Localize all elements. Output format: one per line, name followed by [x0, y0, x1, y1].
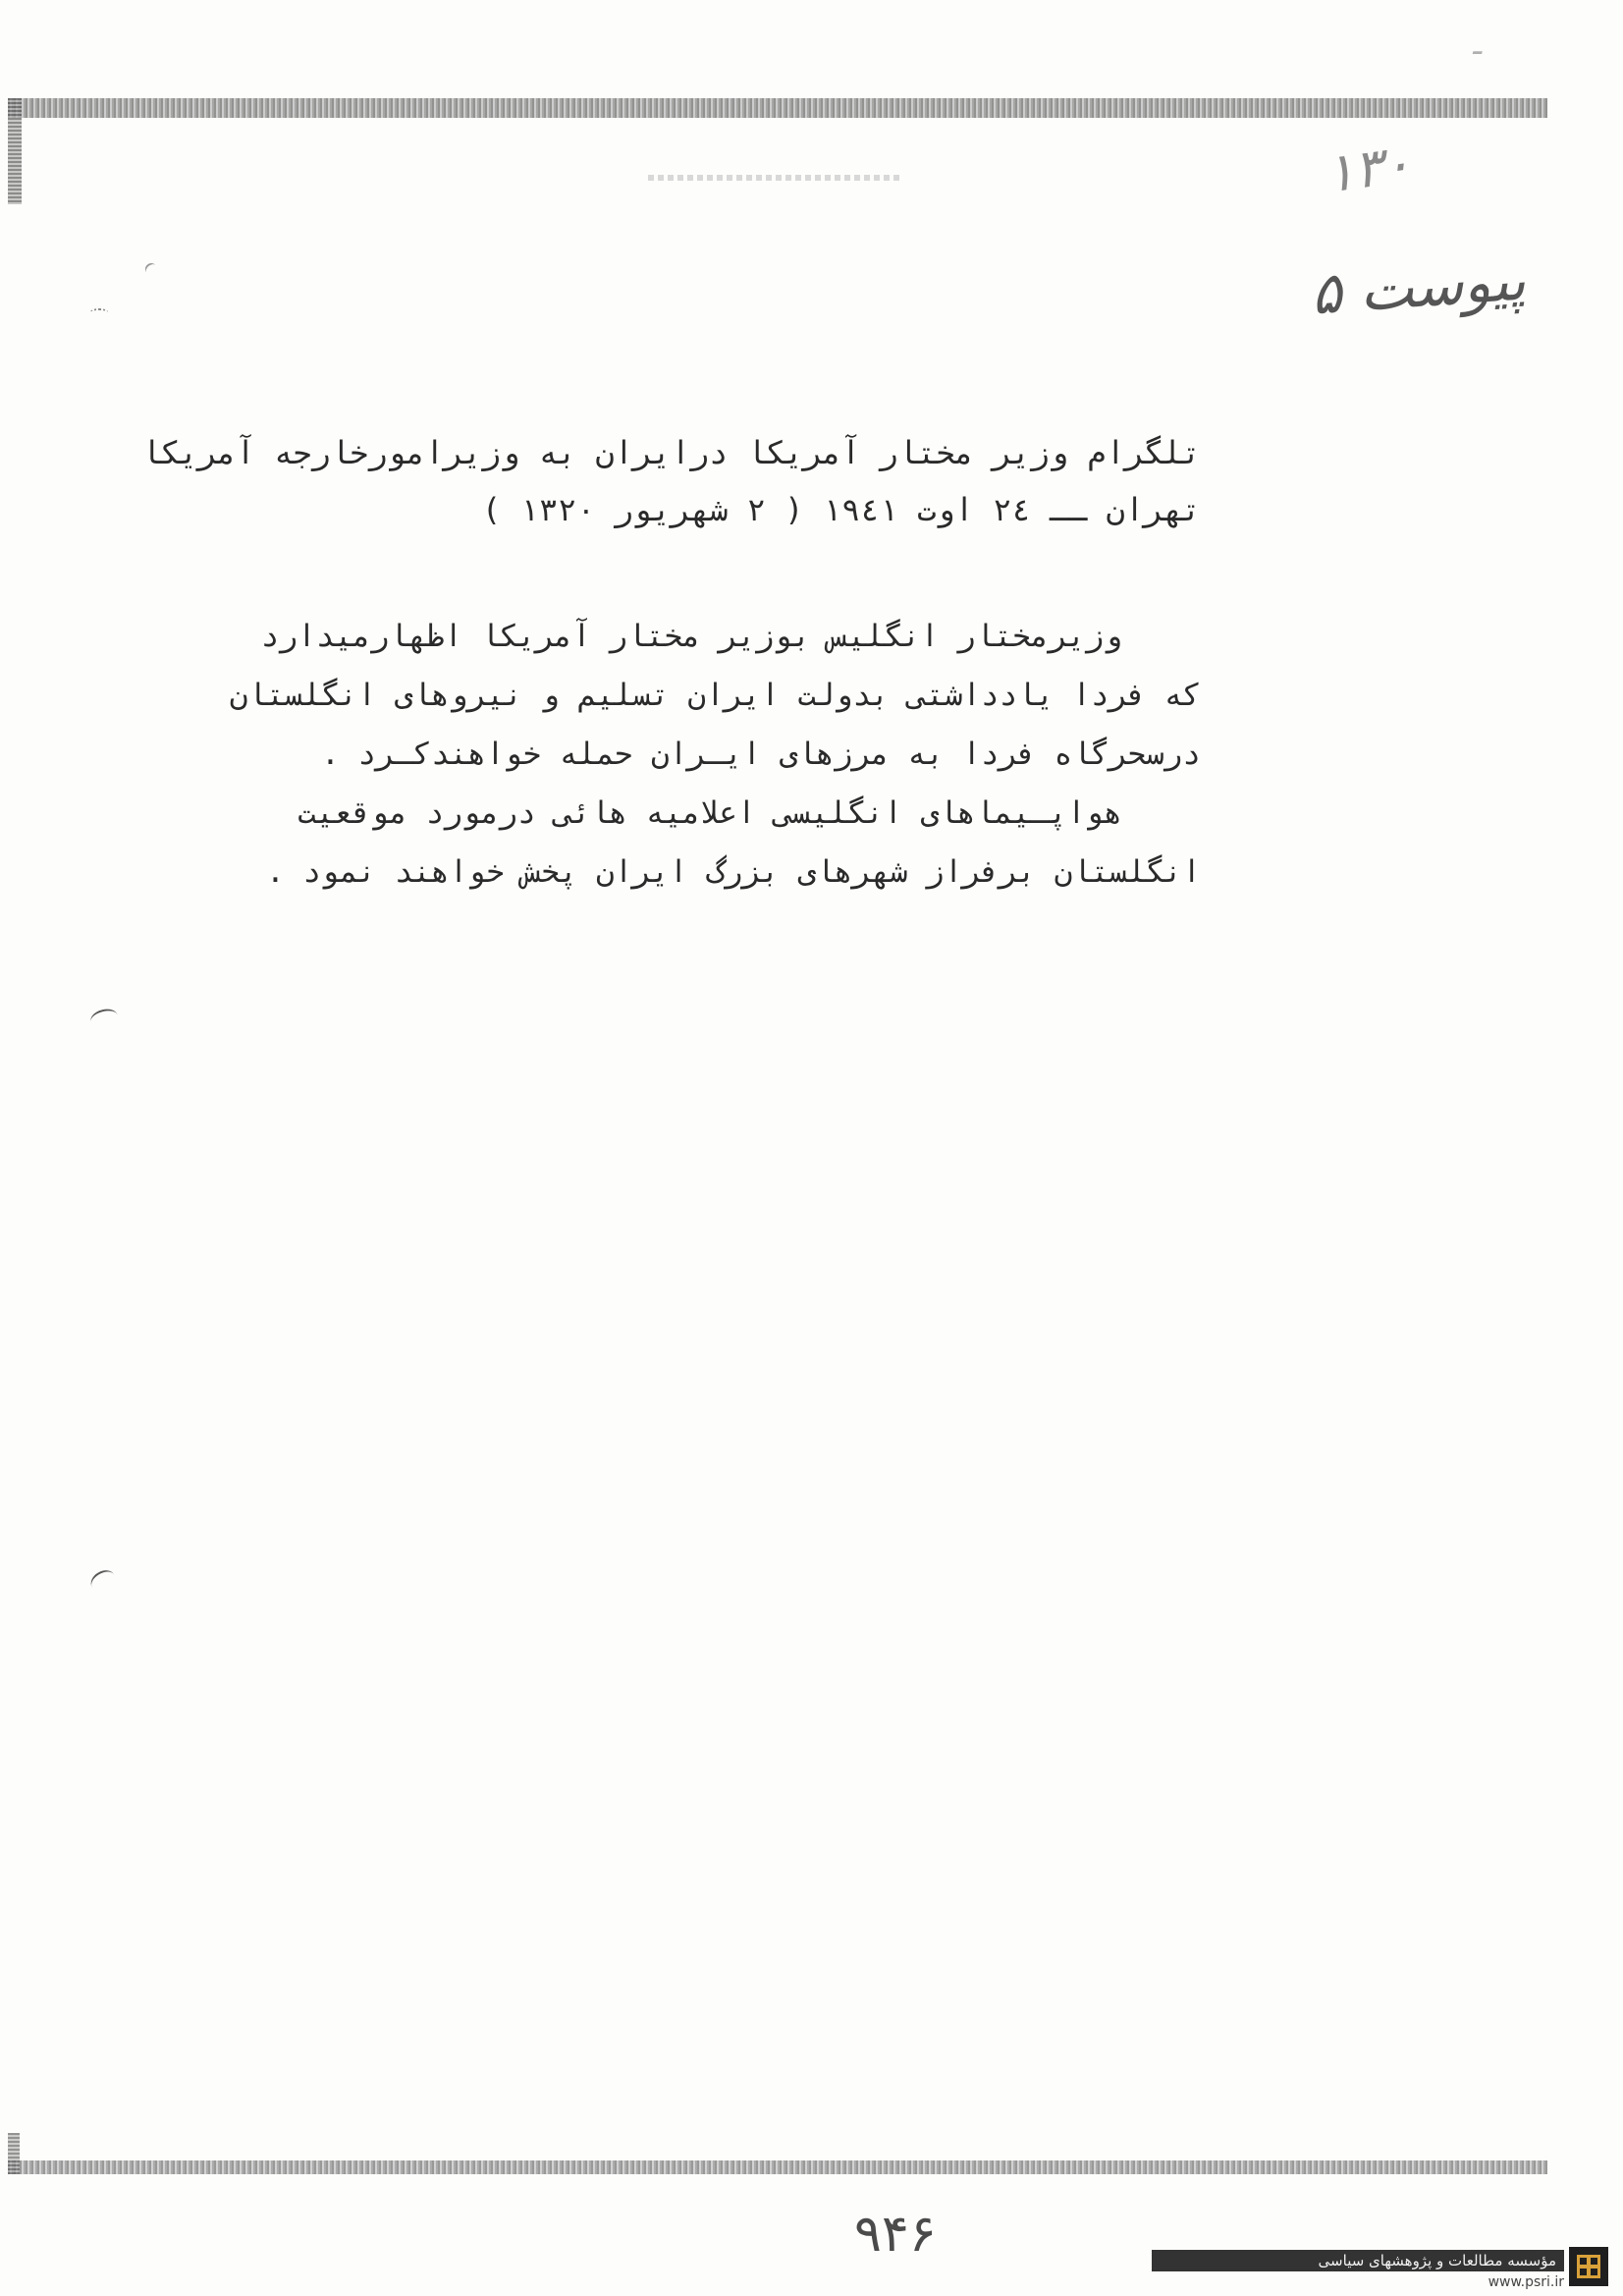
telegram-heading: تلگرام وزیر مختار آمریکا درایران به وزیرامورخارجه آمریکا — [141, 434, 1201, 471]
faint-corner-mark: ـ — [1473, 27, 1482, 62]
telegram-dateline: تهران ــ ٢٤ اوت ١٩٤١ ( ٢ شهریور ١٣٢٠ ) — [481, 491, 1201, 528]
scan-page-edge-left — [8, 98, 22, 204]
handwritten-page-number: ۹۴۶ — [854, 2205, 937, 2264]
stray-mark — [88, 1007, 120, 1031]
stray-mark — [90, 308, 108, 316]
footer-organization: مؤسسه مطالعات و پژوهشهای سیاسی — [1152, 2250, 1564, 2271]
body-paragraph: وزیرمختار انگلیس بوزیر مختار آمریکا اظهارمیدارد که فردا یادداشتی بدولت ایران تسلیم و نیروهای انگلستان درسحرگاه فردا به مرزهای ایـران حمله خواهندکـرد . — [229, 619, 1201, 772]
psri-logo-icon — [1569, 2247, 1608, 2286]
stray-mark — [143, 261, 160, 278]
scan-page-edge-top — [8, 98, 1547, 118]
footer-url: www.psri.ir — [1488, 2274, 1564, 2290]
scan-page-edge-bottom-left — [8, 2133, 20, 2174]
document-body — [229, 607, 1201, 902]
body-paragraph: هواپـیماهای انگلیسی اعلامیه هائی درمورد موقعیت انگلستان برفراز شهرهای بزرگ ایران پخش خواهند نمود . — [266, 795, 1201, 890]
document-title — [141, 424, 1201, 538]
handwritten-page-code: ۱۳۰ — [1322, 132, 1415, 205]
stray-mark — [87, 1566, 120, 1596]
scan-page-edge-bottom — [8, 2160, 1547, 2174]
faint-scan-mark — [648, 175, 903, 181]
handwritten-appendix-label: پیوست ۵ — [1308, 246, 1528, 328]
